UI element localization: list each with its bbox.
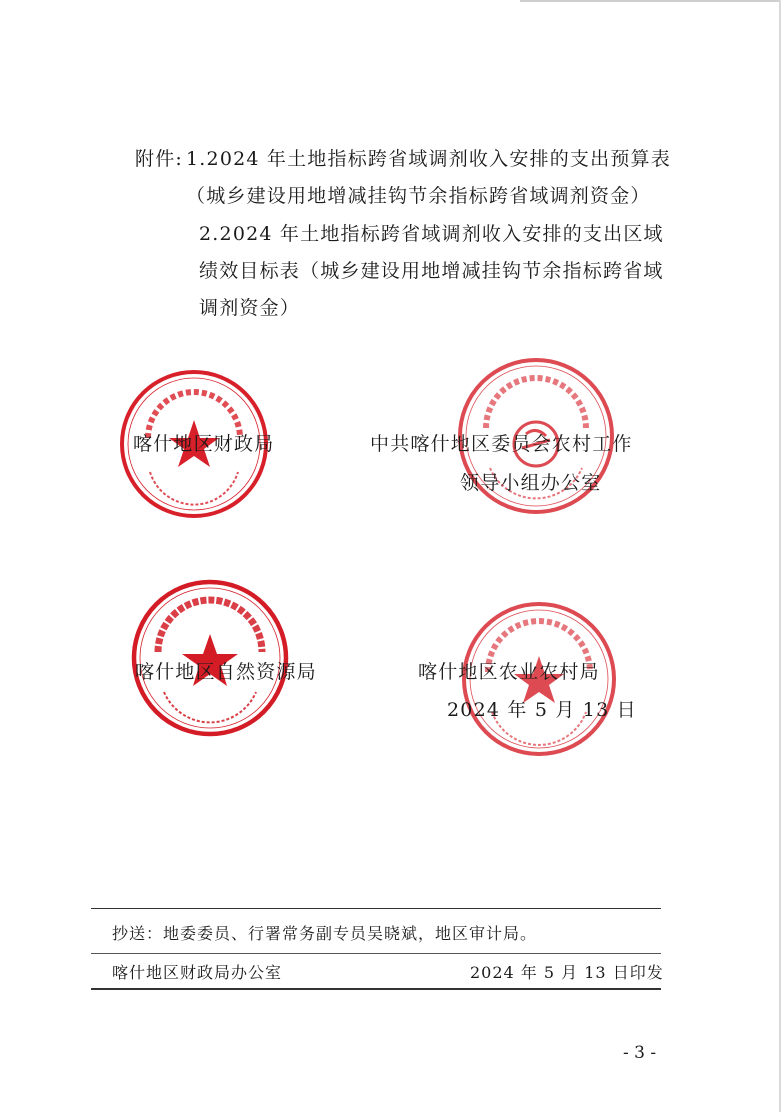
page-number: - 3 - [623,1043,657,1063]
attachment-prefix: 附件: [135,148,184,170]
natural-resources-bureau-seal [130,578,290,738]
signature-committee-line-2: 领导小组办公室 [460,472,602,494]
issuer: 喀什地区财政局办公室 [112,963,283,982]
attachment-line-4: 绩效目标表（城乡建设用地增减挂钩节余指标跨省域 [199,260,664,282]
signature-agriculture: 喀什地区农业农村局 [418,661,600,683]
attachment-line-3: 2.2024 年土地指标跨省域调剂收入安排的支出区域 [199,223,664,245]
signature-committee-line-1: 中共喀什地区委员会农村工作 [370,433,633,455]
cc-line: 抄送：地委委员、行署常务副专员吴晓斌，地区审计局。 [112,924,538,943]
page-edge [520,0,781,2]
footer-top-rule [91,908,661,909]
signature-date: 2024 年 5 月 13 日 [447,699,637,721]
issue-date: 2024 年 5 月 13 日印发 [470,963,664,982]
signature-finance-bureau: 喀什地区财政局 [133,433,275,455]
footer-bottom-rule [91,988,661,990]
attachment-line-5: 调剂资金） [199,297,301,319]
signature-natural-resources: 喀什地区自然资源局 [135,661,317,683]
attachment-line-2: （城乡建设用地增减挂钩节余指标跨省域调剂资金） [186,185,651,207]
footer-middle-rule [91,953,661,954]
attachment-line-1: 1.2024 年土地指标跨省域调剂收入安排的支出预算表 [186,148,671,170]
